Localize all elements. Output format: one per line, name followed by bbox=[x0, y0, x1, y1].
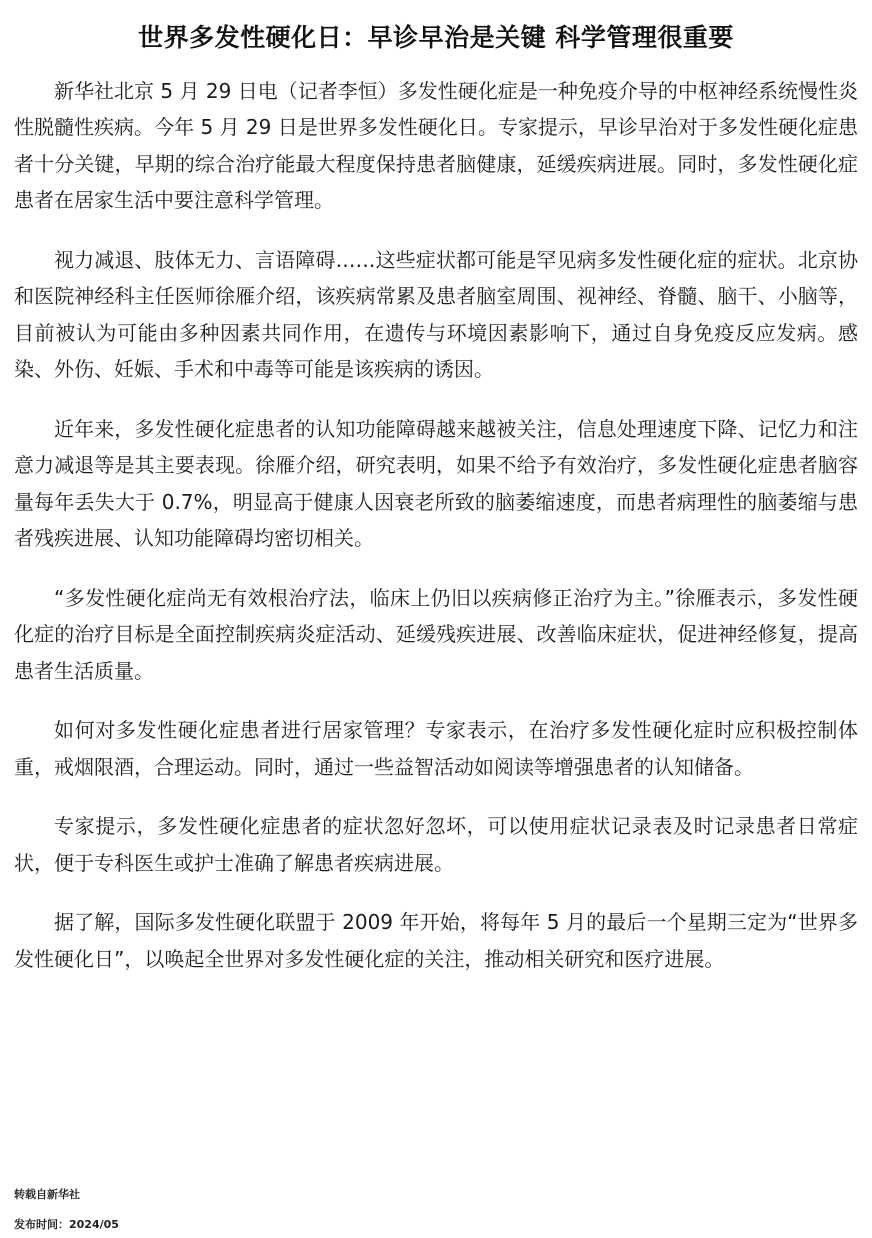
paragraph-home-care: 如何对多发性硬化症患者进行居家管理？专家表示，在治疗多发性硬化症时应积极控制体重，戒烟限酒，合理运动。同时，通过一些益智活动如阅读等增强患者的认知储备。 bbox=[14, 718, 858, 779]
paragraph-intro: 新华社北京 5 月 29 日电（记者李恒）多发性硬化症是一种免疫介导的中枢神经系统慢性炎性脱髓性疾病。今年 5 月 29 日是世界多发性硬化日。专家提示，早诊早治对于多发性硬化症患者十分关键，早期的综合治疗能最大程度保持患者脑健康，延缓疾病进展。同时，多发性硬化症患者在居家生活中要注意科学管理。 bbox=[14, 78, 858, 212]
paragraph-treatment: “多发性硬化症尚无有效根治疗法，临床上仍旧以疾病修正治疗为主。”徐雁表示，多发性硬化症的治疗目标是全面控制疾病炎症活动、延缓残疾进展、改善临床症状，促进神经修复，提高患者生活质量。 bbox=[14, 585, 858, 683]
paragraph-background: 据了解，国际多发性硬化联盟于 2009 年开始，将每年 5 月的最后一个星期三定为“世界多发性硬化日”，以唤起全世界对多发性硬化症的关注，推动相关研究和医疗进展。 bbox=[14, 910, 858, 971]
publish-time: 发布时间：2024/05 bbox=[14, 1218, 119, 1231]
paragraph-symptoms: 视力减退、肢体无力、言语障碍……这些症状都可能是罕见病多发性硬化症的症状。北京协和医院神经科主任医师徐雁介绍，该疾病常累及患者脑室周围、视神经、脊髓、脑干、小脑等，目前被认为可能由多种因素共同作用，在遗传与环境因素影响下，通过自身免疫反应发病。感染、外伤、妊娠、手术和中毒等可能是该疾病的诱因。 bbox=[14, 247, 858, 381]
source-note: 转载自新华社 bbox=[14, 1188, 80, 1201]
paragraph-symptom-record: 专家提示，多发性硬化症患者的症状忽好忽坏，可以使用症状记录表及时记录患者日常症状，便于专科医生或护士准确了解患者疾病进展。 bbox=[14, 814, 858, 875]
article bbox=[14, 22, 858, 1000]
article-title: 世界多发性硬化日：早诊早治是关键 科学管理很重要 bbox=[138, 23, 734, 52]
paragraph-cognition: 近年来，多发性硬化症患者的认知功能障碍越来越被关注，信息处理速度下降、记忆力和注意力减退等是其主要表现。徐雁介绍，研究表明，如果不给予有效治疗，多发性硬化症患者脑容量每年丢失大于 0.7%，明显高于健康人因衰老所致的脑萎缩速度，而患者病理性的脑萎缩与患者残疾进展、认知功能障碍均密切相关。 bbox=[14, 416, 858, 550]
